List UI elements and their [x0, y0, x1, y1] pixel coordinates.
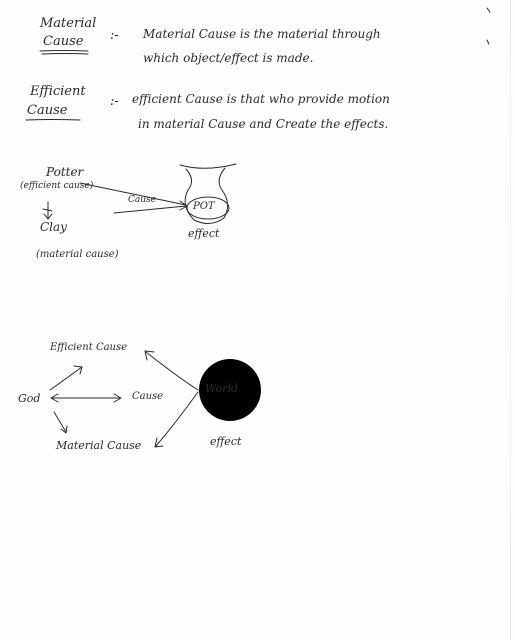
efficient-cause-underline: [26, 120, 80, 121]
world-label: World: [205, 382, 238, 395]
god-label: God: [18, 392, 41, 405]
material-cause-definition-line1: Material Cause is the material through: [143, 27, 381, 41]
world-to-efficient-arrow: [146, 352, 198, 390]
world-material-cause-label: Material Cause: [56, 439, 142, 452]
pot-label: POT: [193, 201, 215, 212]
efficient-cause-term-line2: Cause: [27, 103, 68, 118]
clay-note: (material cause): [36, 249, 119, 260]
pot-vessel: [180, 164, 236, 224]
potter-note: (efficient cause): [20, 181, 94, 191]
efficient-cause-separator: :-: [110, 94, 119, 109]
potter-label: Potter: [46, 165, 84, 179]
god-to-efficient-arrow: [50, 367, 82, 390]
material-cause-underline-2: [42, 54, 88, 55]
pot-effect-label: effect: [188, 227, 220, 240]
efficient-cause-definition-line2: in material Cause and Create the effects.: [138, 117, 389, 131]
efficient-cause-term-line1: Efficient: [30, 84, 86, 99]
god-to-material-arrow: [54, 412, 66, 432]
clay-label: Clay: [40, 220, 67, 234]
pot-cause-label: Cause: [128, 195, 156, 205]
margin-scribble: [487, 8, 490, 44]
world-cause-label: Cause: [132, 391, 164, 402]
material-cause-definition-line2: which object/effect is made.: [143, 51, 314, 65]
world-effect-label: effect: [210, 435, 242, 448]
material-cause-underline: [40, 51, 88, 52]
cause-arrow-line: [114, 206, 186, 213]
world-efficient-cause-label: Efficient Cause: [50, 342, 128, 353]
material-cause-separator: :-: [110, 28, 119, 43]
material-cause-term-line2: Cause: [43, 34, 84, 49]
efficient-cause-definition-line1: efficient Cause is that who provide motion: [132, 92, 390, 106]
material-cause-term-line1: Material: [40, 16, 97, 31]
